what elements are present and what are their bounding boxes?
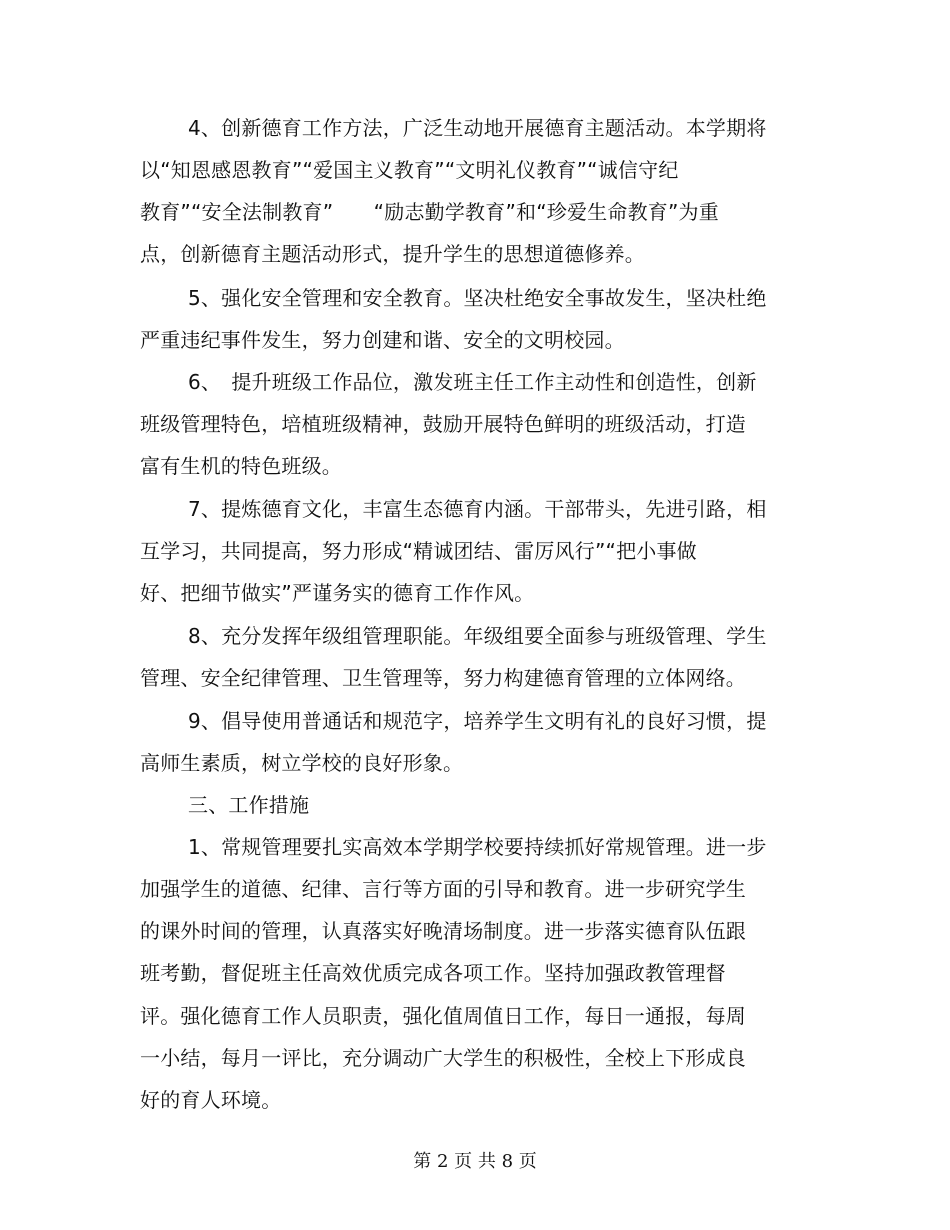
text-line: 评。强化德育工作人员职责，强化值周值日工作，每日一通报，每周 [140,1004,746,1028]
text-line: 8、充分发挥年级组管理职能。年级组要全面参与班级管理、学生 [188,624,767,648]
page-footer: 第 2 页 共 8 页 [413,1151,537,1172]
text-line: 7、提炼德育文化，丰富生态德育内涵。干部带头，先进引路，相 [188,497,767,521]
text-line: 互学习，共同提高，努力形成“精诚团结、雷厉风行”“把小事做 [140,539,697,563]
text-line: 高师生素质，树立学校的良好形象。 [140,751,464,775]
text-line: 教育”“安全法制教育” “励志勤学教育”和“珍爱生命教育”为重 [140,200,719,224]
section-heading: 三、工作措施 [188,793,310,817]
text-line: 9、倡导使用普通话和规范字，培养学生文明有礼的良好习惯，提 [188,709,767,733]
text-line: 富有生机的特色班级。 [140,454,342,478]
text-line: 好、把细节做实”严谨务实的德育工作作风。 [140,581,535,605]
text-line: 管理、安全纪律管理、卫生管理等，努力构建德育管理的立体网络。 [140,666,746,690]
text-line: 6、 提升班级工作品位，激发班主任工作主动性和创造性，创新 [188,370,757,394]
text-line: 一小结，每月一评比，充分调动广大学生的积极性，全校上下形成良 [140,1046,746,1070]
text-line: 点，创新德育主题活动形式，提升学生的思想道德修养。 [140,242,645,266]
text-line: 的课外时间的管理，认真落实好晚清场制度。进一步落实德育队伍跟 [140,919,746,943]
text-line: 班考勤，督促班主任高效优质完成各项工作。坚持加强政教管理督 [140,961,726,985]
text-line: 班级管理特色，培植班级精神，鼓励开展特色鲜明的班级活动，打造 [140,412,746,436]
text-line: 加强学生的道德、纪律、言行等方面的引导和教育。进一步研究学生 [140,877,746,901]
text-line: 好的育人环境。 [140,1088,282,1112]
text-line: 以“知恩感恩教育”“爱国主义教育”“文明礼仪教育”“诚信守纪 [140,158,679,182]
text-line: 严重违纪事件发生，努力创建和谐、安全的文明校园。 [140,328,625,352]
text-line: 4、创新德育工作方法，广泛生动地开展德育主题活动。本学期将 [188,116,767,140]
text-line: 1、常规管理要扎实高效本学期学校要持续抓好常规管理。进一步 [188,835,767,859]
text-line: 5、强化安全管理和安全教育。坚决杜绝安全事故发生，坚决杜绝 [188,286,767,310]
